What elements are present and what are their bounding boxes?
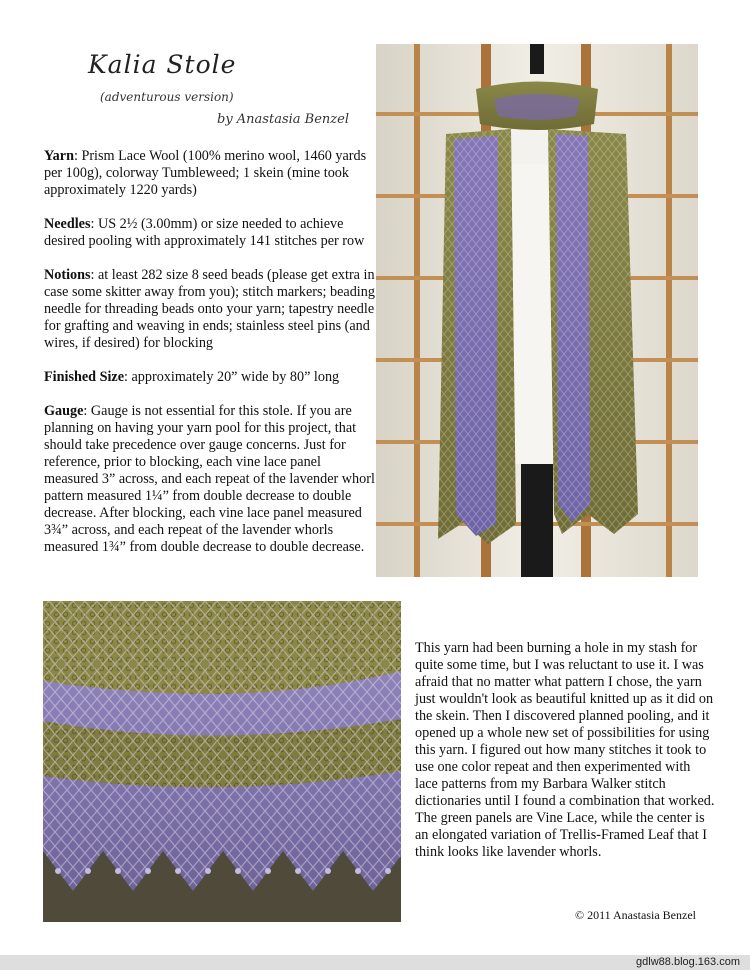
- spec-yarn: [44, 148, 378, 199]
- story-paragraph: This yarn had been burning a hole in my stash for quite some time, but I was reluctant to use it. I was afraid that no matter what pattern I chose, the yarn just wouldn't look as beautiful knitted up as it did on the skein. Then I discovered planned pooling, and it opened up a whole new set of possibilities for using this yarn. I figured out how many stitches it took to use one color repeat and then experimented with lace patterns from my Barbara Walker stitch dictionaries until I found a combination that worked. The green panels are Vine Lace, while the center is an elongated variation of Trellis-Framed Leaf that I think looks like lavender whorls.: [415, 640, 715, 860]
- spec-notions: [44, 267, 378, 352]
- spec-gauge-text: : Gauge is not essential for this stole. If you are planning on having your yarn pool for this project, that should take precedence over gauge concerns. Just for reference, prior to blocking, each vine lace panel measured 3” across, and each repeat of the lavender whorl pattern measured 1¼” from double decrease to double decrease. After blocking, each vine lace panel measured 3¾” across, and each repeat of the lavender whorls measured 1¾” from double decrease to double decrease.: [44, 403, 375, 555]
- stole-on-dress-form-photo: [376, 44, 698, 577]
- spec-finished-size: [44, 369, 378, 386]
- pattern-specs: [44, 148, 378, 573]
- spec-gauge: [44, 403, 378, 556]
- spec-needles: [44, 216, 378, 250]
- spec-needles-text: : US 2½ (3.00mm) or size needed to achieve desired pooling with approximately 141 stitches per row: [44, 216, 365, 249]
- designer-byline: by Anastasia Benzel: [217, 112, 349, 127]
- footer-bar: [0, 955, 750, 970]
- spec-needles-label: Needles: [44, 216, 91, 232]
- spec-finished-size-label: Finished Size: [44, 369, 125, 385]
- spec-notions-label: Notions: [44, 267, 91, 283]
- lace-closeup-photo: [43, 601, 401, 922]
- copyright-notice: © 2011 Anastasia Benzel: [575, 908, 696, 922]
- spec-finished-size-text: : approximately 20” wide by 80” long: [124, 369, 340, 385]
- spec-gauge-label: Gauge: [44, 403, 84, 419]
- watermark: gdlw88.blog.163.com: [636, 956, 740, 968]
- spec-yarn-text: : Prism Lace Wool (100% merino wool, 1460 yards per 100g), colorway Tumbleweed; 1 skein (mine took approximately 1220 yards): [44, 148, 367, 198]
- pattern-subtitle: (adventurous version): [100, 90, 234, 104]
- spec-yarn-label: Yarn: [44, 148, 74, 164]
- pattern-title: Kalia Stole: [88, 50, 237, 79]
- spec-notions-text: : at least 282 size 8 seed beads (please get extra in case some skitter away from you); stitch markers; beading needle for threading beads onto your yarn; tapestry needle for grafting and weaving in ends; stainless steel pins (and wires, if desired) for blocking: [44, 267, 375, 351]
